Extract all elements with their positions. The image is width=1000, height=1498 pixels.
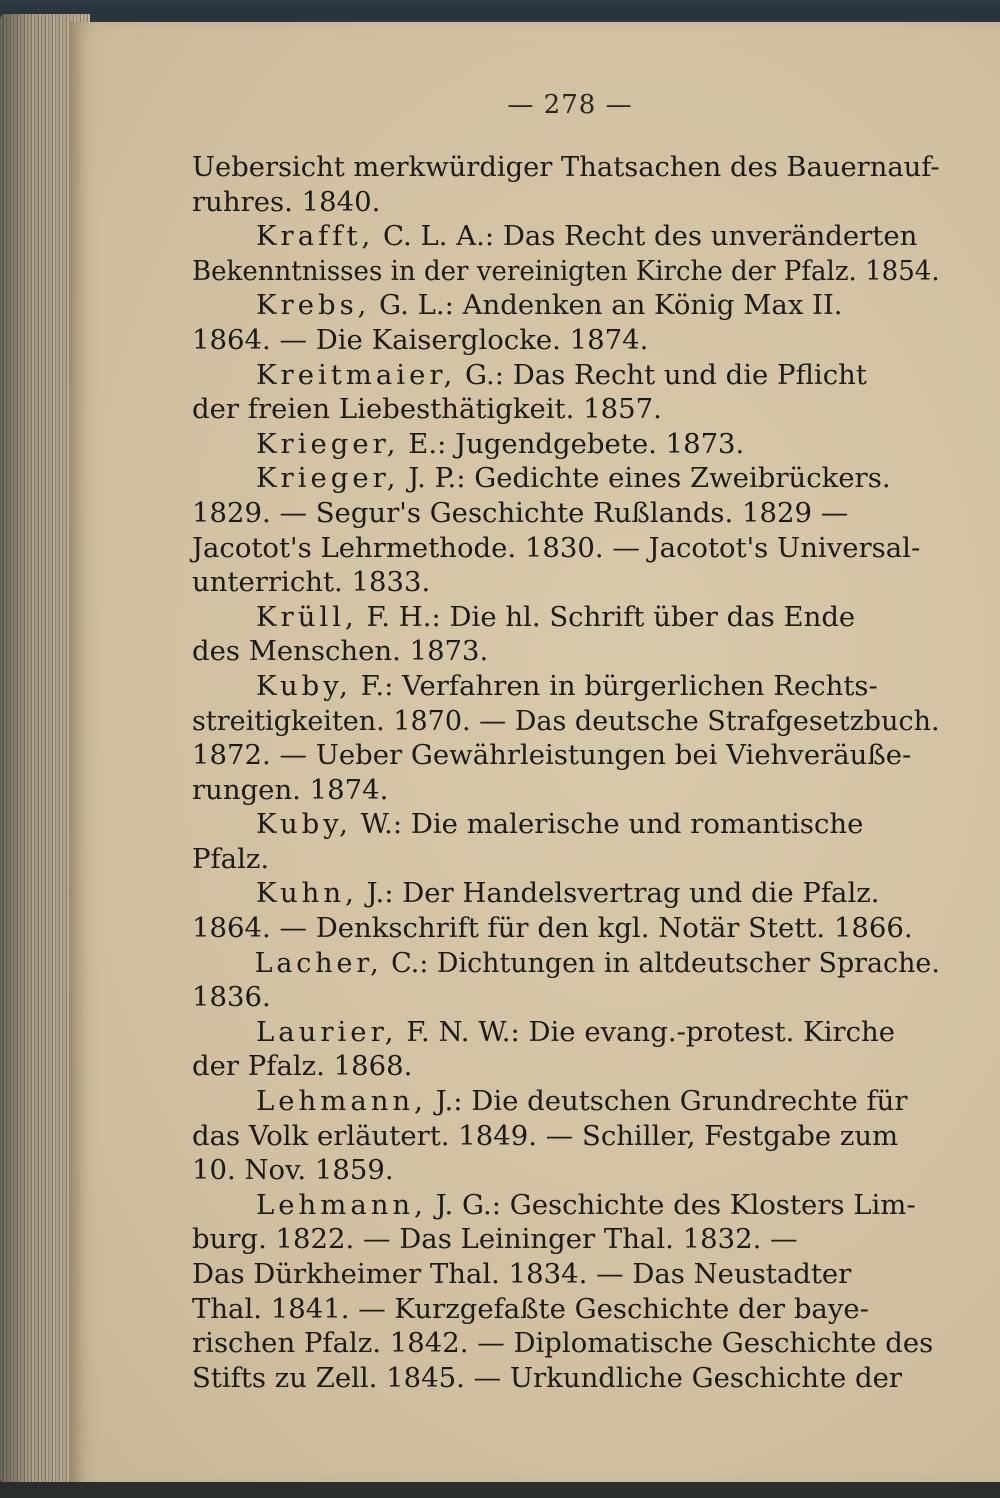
line-text: J. P.: Gedichte eines Zweibrückers. — [399, 462, 891, 495]
author-name: Lacher, — [254, 946, 383, 979]
text-line — [192, 669, 940, 704]
line-text: streitigkeiten. 1870. — Das deutsche Strafgesetzbuch. — [192, 704, 940, 737]
line-text: C.: Dichtungen in altdeutscher Sprache. — [382, 946, 940, 979]
text-line — [192, 496, 940, 531]
text-line — [192, 254, 940, 289]
text-line — [192, 219, 940, 254]
text-line — [192, 1049, 940, 1084]
bottom-edge — [0, 1482, 1000, 1498]
author-name: Krieger, — [256, 427, 400, 460]
text-line — [192, 1188, 940, 1223]
text-line — [192, 1153, 940, 1188]
line-text: J. G.: Geschichte des Klosters Lim- — [426, 1188, 916, 1221]
line-text: 1872. — Ueber Gewährleistungen bei Viehveräuße- — [192, 739, 912, 772]
author-name: Laurier, — [256, 1015, 398, 1048]
text-line — [192, 600, 940, 635]
line-text: Stifts zu Zell. 1845. — Urkundliche Geschichte der — [192, 1361, 903, 1394]
author-name: Kuby, — [256, 808, 352, 841]
text-line — [192, 1257, 940, 1292]
text-line — [192, 704, 940, 739]
text-line — [192, 531, 940, 566]
text-line — [192, 773, 940, 808]
text-line — [192, 565, 940, 600]
text-line — [192, 911, 940, 946]
text-line — [192, 1292, 940, 1327]
line-text: ruhres. 1840. — [192, 185, 381, 218]
line-text: F. N. W.: Die evang.-protest. Kirche — [397, 1015, 896, 1048]
text-line — [192, 876, 940, 911]
author-name: Kuhn, — [256, 877, 358, 910]
line-text: 1864. — Die Kaiserglocke. 1874. — [192, 323, 649, 356]
line-text: der freien Liebesthätigkeit. 1857. — [192, 393, 662, 426]
line-text: 1864. — Denkschrift für den kgl. Notär Stett. 1866. — [192, 912, 913, 945]
text-line — [192, 738, 940, 773]
line-text: Jacotot's Lehrmethode. 1830. — Jacotot's Universal- — [192, 531, 921, 564]
text-line — [192, 358, 940, 393]
line-text: F.: Verfahren in bürgerlichen Rechts- — [351, 669, 878, 702]
line-text: W.: Die malerische und romantische — [351, 808, 864, 841]
text-line — [192, 1222, 940, 1257]
text-line — [192, 392, 940, 427]
line-text: E.: Jugendgebete. 1873. — [399, 427, 745, 460]
line-text: 10. Nov. 1859. — [192, 1154, 394, 1187]
line-text: rischen Pfalz. 1842. — Diplomatische Geschichte des — [192, 1327, 934, 1360]
text-line — [192, 150, 940, 185]
text-line — [192, 288, 940, 323]
line-text: Pfalz. — [192, 842, 270, 875]
text-line — [192, 323, 940, 358]
text-line — [192, 842, 940, 877]
text-line — [192, 185, 940, 220]
text-line — [192, 1326, 940, 1361]
text-line — [192, 1119, 940, 1154]
text-line — [192, 980, 940, 1015]
line-text: G.: Das Recht und die Pflicht — [456, 358, 867, 391]
line-text: Das Dürkheimer Thal. 1834. — Das Neustadter — [192, 1258, 852, 1290]
bibliography-entries — [192, 150, 940, 1395]
text-line — [192, 1084, 940, 1119]
line-text: das Volk erläutert. 1849. — Schiller, Festgabe zum — [192, 1119, 899, 1152]
text-line — [192, 1361, 940, 1396]
line-text: Uebersicht merkwürdiger Thatsachen des Bauernauf- — [192, 151, 940, 183]
line-text: Thal. 1841. — Kurzgefaßte Geschichte der baye- — [192, 1292, 869, 1325]
text-line — [192, 427, 940, 462]
page-number: — 278 — — [507, 90, 633, 120]
author-name: Kuby, — [256, 669, 352, 702]
line-text: Bekenntnisses in der vereinigten Kirche der Pfalz. 1854. — [192, 254, 940, 287]
author-name: Krieger, — [256, 462, 400, 495]
line-text: F. H.: Die hl. Schrift über das Ende — [357, 600, 856, 633]
author-name: Lehmann, — [256, 1188, 427, 1221]
line-text: unterricht. 1833. — [192, 566, 431, 599]
line-text: der Pfalz. 1868. — [192, 1050, 413, 1083]
text-line — [192, 634, 940, 669]
text-line — [192, 946, 940, 981]
line-text: burg. 1822. — Das Leininger Thal. 1832. — — [192, 1223, 798, 1256]
line-text: 1836. — [192, 981, 271, 1014]
text-line — [192, 807, 940, 842]
line-text: J.: Der Handelsvertrag und die Pfalz. — [357, 877, 880, 910]
author-name: Krafft, — [256, 220, 375, 253]
author-name: Krüll, — [256, 600, 358, 633]
line-text: G. L.: Andenken an König Max II. — [370, 289, 843, 322]
line-text: des Menschen. 1873. — [192, 635, 489, 668]
author-name: Krebs, — [256, 289, 371, 322]
line-text: J.: Die deutschen Grundrechte für — [426, 1085, 908, 1118]
text-line — [192, 1015, 940, 1050]
line-text: rungen. 1874. — [192, 773, 389, 806]
author-name: Kreitmaier, — [256, 358, 457, 391]
line-text: 1829. — Segur's Geschichte Rußlands. 1829 — — [192, 496, 849, 529]
line-text: C. L. A.: Das Recht des unveränderten — [374, 220, 918, 253]
text-line — [192, 461, 940, 496]
author-name: Lehmann, — [256, 1085, 427, 1118]
